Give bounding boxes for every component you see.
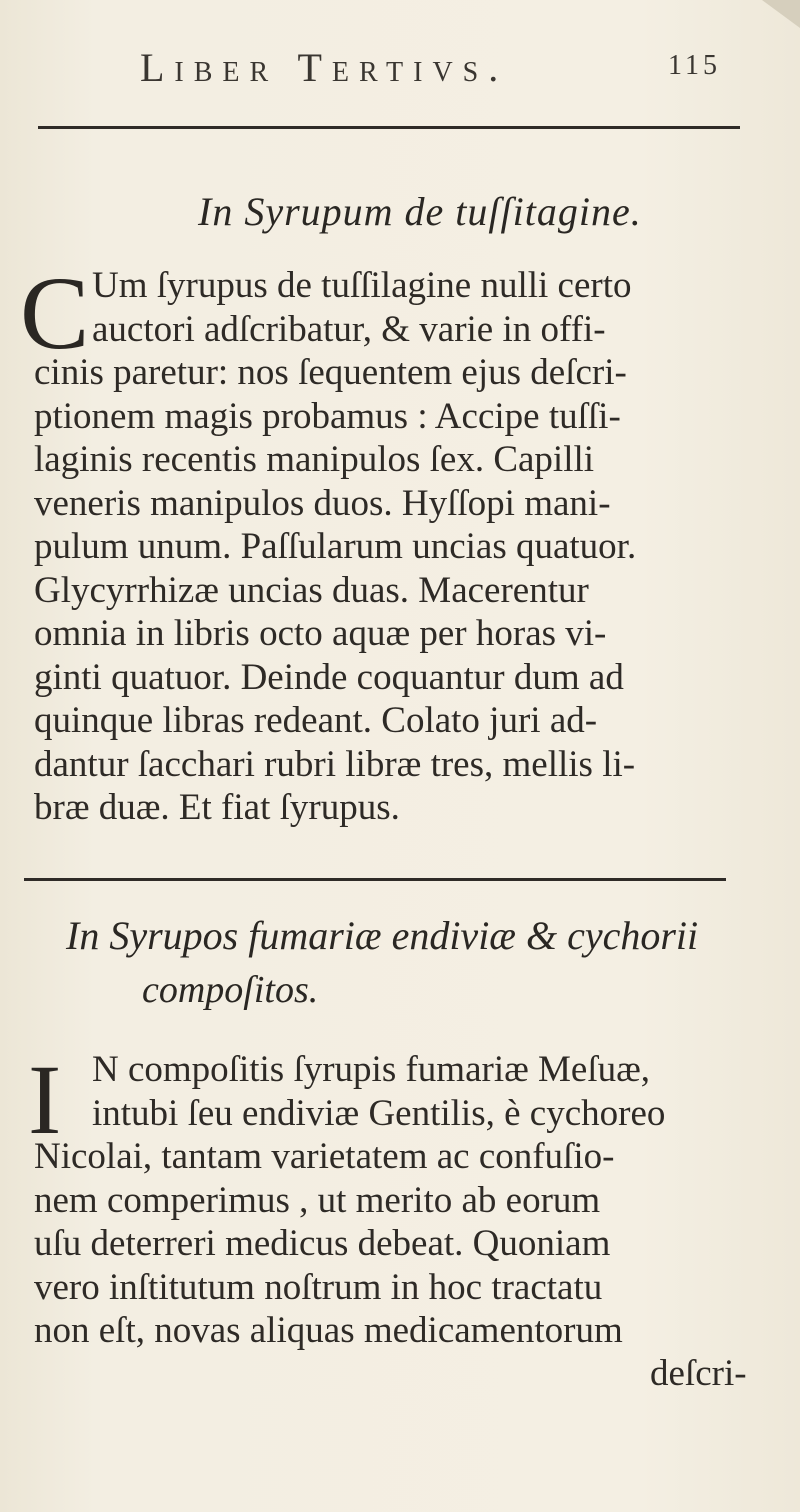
text-line: pulum unum. Paſſularum uncias quatuor. — [34, 526, 637, 567]
text-line: N compoſitis ſyrupis fumariæ Meſuæ, — [92, 1049, 651, 1090]
text-line: laginis recentis manipulos ſex. Capilli — [34, 439, 595, 480]
text-line: Glycyrrhizæ uncias duas. Macerentur — [34, 569, 589, 611]
text-line: omnia in libris octo aquæ per horas vi- — [34, 613, 607, 654]
section1-dropcap: C — [20, 256, 90, 371]
running-head — [0, 44, 800, 94]
page-corner-fold — [762, 0, 800, 28]
text-line: bræ duæ. Et fiat ſyrupus. — [34, 787, 400, 828]
text-line: non eſt, novas aliquas medicamentorum — [34, 1310, 623, 1351]
text-line: Nicolai, tantam varietatem ac confuſio- — [34, 1136, 615, 1177]
section2-dropcap: I — [28, 1044, 62, 1155]
header-rule — [38, 126, 740, 129]
text-line: Um ſyrupus de tuſſilagine nulli certo — [92, 265, 632, 306]
text-line: nem comperimus , ut merito ab eorum — [34, 1179, 601, 1221]
section-divider-rule — [24, 878, 726, 881]
catchword: deſcri- — [650, 1353, 747, 1394]
text-line: uſu deterreri medicus debeat. Quoniam — [34, 1223, 611, 1264]
text-line: auctori adſcribatur, & varie in offi- — [92, 308, 606, 350]
text-line: dantur ſacchari rubri libræ tres, mellis li- — [34, 743, 636, 785]
text-line: cinis paretur: nos ſequentem ejus deſcri- — [34, 352, 627, 393]
running-title: Liber Tertivs. — [140, 45, 509, 90]
text-line: ptionem magis probamus : Accipe tuſſi- — [34, 395, 621, 437]
text-line: veneris manipulos duos. Hyſſopi mani- — [34, 482, 611, 524]
section1-paragraph — [34, 264, 744, 830]
section2-paragraph — [34, 1048, 744, 1353]
text-line: intubi ſeu endiviæ Gentilis, è cychoreo — [92, 1092, 666, 1134]
page-number: 115 — [668, 50, 721, 81]
text-line: quinque libras redeant. Colato juri ad- — [34, 700, 598, 741]
text-line: vero inſtitutum noſtrum in hoc tractatu — [34, 1266, 603, 1308]
section2-heading: In Syrupos fumariæ endiviæ & cychorii — [66, 913, 699, 958]
section2-heading-continued: compoſitos. — [142, 969, 319, 1011]
section1-heading: In Syrupum de tuſſitagine. — [198, 189, 642, 234]
text-line: ginti quatuor. Deinde coquantur dum ad — [34, 656, 624, 698]
